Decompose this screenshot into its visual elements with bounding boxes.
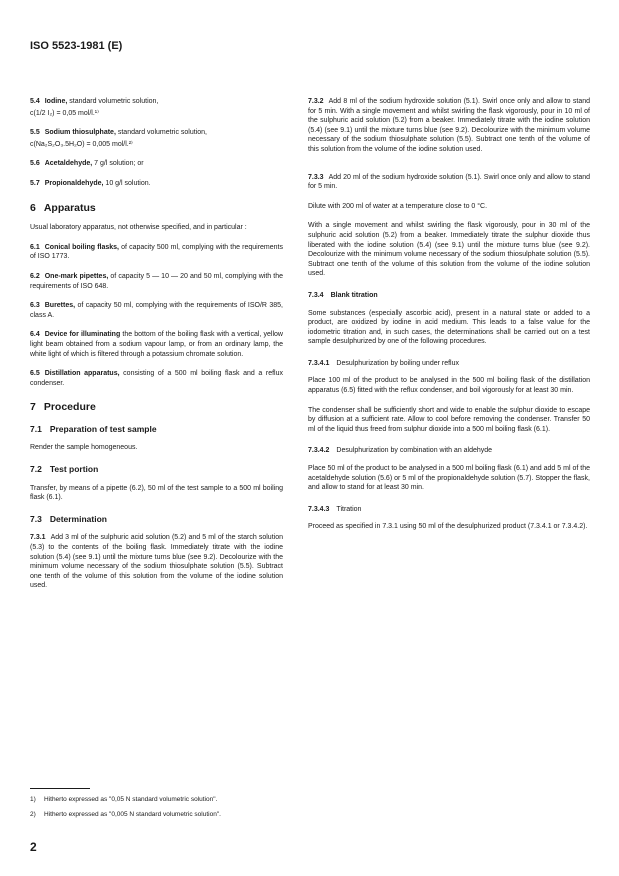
paragraph-7-3-2: 7.3.2 Add 8 ml of the sodium hydroxide solution (5.1). Swirl once only and allow to stand for 5 min. With a single movement and whilst swirling the flask vigorously, pour in 10 ml of the sulphuric acid solution (5.2) from a beaker. Immediately titrate with the iodine solution (5.4) (see 9.1) until the mixture turns blue (see 9.2). Decolourize with the minimum volume necessary of the sodium thiosulphate solution (5.5). Subtract one tenth of the volume of this solution from the volume of the iodine solution used. — [308, 98, 590, 153]
paragraph-7-3-4-2: Place 50 ml of the product to be analysed in a 500 ml boiling flask (6.1) and add 5 ml of the acetaldehyde solution (5.6) or 5 ml of the propionaldehyde solution (5.7). Stopper the flask, and allow to stand for at least 30 min. — [308, 465, 590, 492]
apparatus-6-2: 6.2 One-mark pipettes, of capacity 5 — 10 — 20 and 50 ml, complying with the requirements of ISO 648. — [30, 272, 283, 290]
paragraph-7-3-4-3: Proceed as specified in 7.3.1 using 50 ml of the desulphurized product (7.3.4.1 or 7.3.4.2). — [308, 523, 588, 531]
footnote-1: 1) Hitherto expressed as "0,05 N standard volumetric solution". — [30, 796, 218, 803]
apparatus-intro: Usual laboratory apparatus, not otherwise specified, and in particular : — [30, 224, 247, 232]
apparatus-6-1: 6.1 Conical boiling flasks, of capacity 500 ml, complying with the requirements of ISO 1773. — [30, 243, 283, 261]
apparatus-6-4: 6.4 Device for illuminating the bottom of the boiling flask with a vertical, yellow light beam obtained from a sodium vapour lamp, or from an ordinary lamp, the white light of which is filtered through a potassium chromate solution. — [30, 331, 283, 358]
page-number: 2 — [30, 840, 37, 854]
paragraph-7-3-3-titrate: With a single movement and whilst swirling the flask vigorously, pour in 30 ml of the sulphuric acid solution (5.2) from a beaker. Immediately titrate the sulphur dioxide thus liberated with the iodine solution (5.4) (see 9.1) until the mixture turns blue (see 9.2). Decolourize with the minimum volume necessary of the sodium thiosulphate solution (5.5). Subtract one tenth of the volume of this solution from the volume of the iodine solution used. — [308, 222, 590, 278]
paragraph-7-2: Transfer, by means of a pipette (6.2), 50 ml of the test sample to a 500 ml boiling flask (6.1). — [30, 484, 283, 502]
reagent-5-7: 5.7 Propionaldehyde, 10 g/l solution. — [30, 179, 151, 187]
subsection-heading-7-3: 7.3 Determination — [30, 513, 107, 524]
right-column — [308, 97, 590, 542]
reagent-5-6: 5.6 Acetaldehyde, 7 g/l solution; or — [30, 160, 144, 168]
apparatus-6-5: 6.5 Distillation apparatus, consisting of a 500 ml boiling flask and a reflux condenser. — [30, 370, 284, 387]
subsection-heading-7-3-4-1: 7.3.4.1 Desulphurization by boiling under reflux — [308, 359, 459, 367]
reagent-5-4: 5.4 Iodine, standard volumetric solution, c(1/2 I₂) = 0,05 mol/l.¹⁾ — [30, 98, 159, 117]
reagent-5-5: 5.5 Sodium thiosulphate, standard volumetric solution, c(Na₂S₂O₃.5H₂O) = 0,005 mol/l.²⁾ — [30, 129, 207, 148]
footnote-2: 2) Hitherto expressed as "0,005 N standard volumetric solution". — [30, 811, 221, 818]
subsection-heading-7-2: 7.2 Test portion — [30, 464, 99, 475]
subsection-heading-7-1: 7.1 Preparation of test sample — [30, 423, 157, 434]
section-heading-apparatus: 6 Apparatus — [30, 201, 96, 214]
footnote-divider — [30, 788, 90, 789]
paragraph-7-3-4: Some substances (especially ascorbic acid), present in a natural state or added to a product, are oxidized by iodine in acid medium. This leads to a false value for the iodometric titration and, in such cases, the determinations shall be carried out on a test sample desulphurized by one of the following procedures. — [308, 309, 590, 346]
left-column — [30, 97, 283, 601]
paragraph-7-3-4-1-a: Place 100 ml of the product to be analysed in the 500 ml boiling flask of the distillation apparatus (6.5) fitted with the reflux condenser, and boil vigorously for at least 30 min. — [308, 377, 590, 395]
apparatus-6-3: 6.3 Burettes, of capacity 50 ml, complying with the requirements of ISO/R 385, class A. — [30, 302, 283, 319]
document-header: ISO 5523-1981 (E) — [30, 40, 123, 52]
section-heading-procedure: 7 Procedure — [30, 401, 96, 414]
subsection-heading-7-3-4: 7.3.4 Blank titration — [308, 291, 378, 299]
paragraph-7-1: Render the sample homogeneous. — [30, 444, 138, 452]
paragraph-7-3-1: 7.3.1 Add 3 ml of the sulphuric acid solution (5.2) and 5 ml of the starch solution (5.3) to the contents of the boiling flask. Immediately titrate with the iodine solution (5.4) (see 9.1) until the mixture turns blue (see 9.2). Decolourize with the minimum volume necessary of the sodium thiosulphate solution (5.5). Subtract one tenth of the volume of this solution from the volume of the iodine solution used. — [30, 534, 283, 590]
paragraph-7-3-4-1-b: The condenser shall be sufficiently short and wide to enable the sulphur dioxide to escape by diffusion at a sufficient rate. Allow to cool before removing the condenser. Transfer 50 ml of the liquid thus freed from sulphur dioxide into a 500 ml boiling flask (6.1). — [308, 406, 590, 433]
paragraph-7-3-3: 7.3.3 Add 20 ml of the sodium hydroxide solution (5.1). Swirl once only and allow to stand for 5 min. — [308, 173, 590, 191]
subsection-heading-7-3-4-3: 7.3.4.3 Titration — [308, 505, 362, 513]
paragraph-7-3-3-dilute: Dilute with 200 ml of water at a temperature close to 0 °C. — [308, 202, 488, 210]
subsection-heading-7-3-4-2: 7.3.4.2 Desulphurization by combination with an aldehyde — [308, 447, 493, 455]
